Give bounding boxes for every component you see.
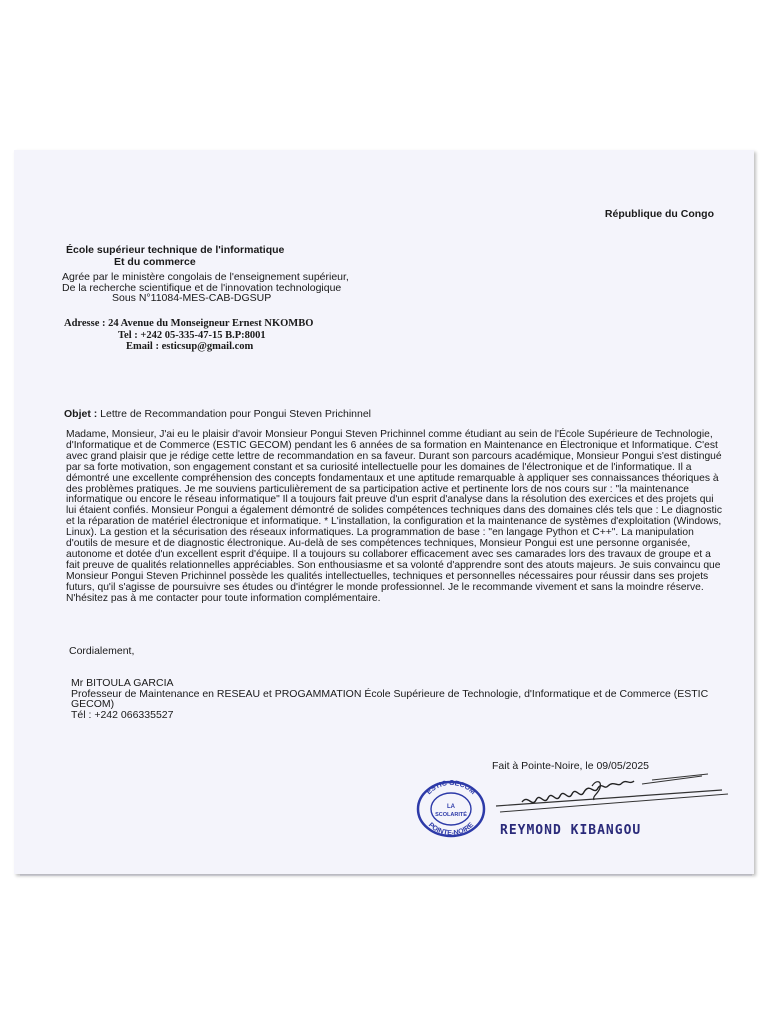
stamp-center-line2: SCOLARITÉ bbox=[435, 812, 467, 818]
school-name-line1: École supérieur technique de l'informatique bbox=[66, 244, 285, 256]
school-address bbox=[64, 318, 313, 353]
accreditation-line2: De la recherche scientifique et de l'innovation technologique bbox=[62, 281, 342, 294]
email-line: Email : esticsup@gmail.com bbox=[126, 341, 254, 352]
address-line: Adresse : 24 Avenue du Monseigneur Ernest NKOMBO bbox=[64, 318, 314, 329]
stamp-text-top: ESTIC GECOM bbox=[425, 779, 477, 797]
signer-name: REYMOND KIBANGOU bbox=[500, 823, 642, 838]
stamp-center-line1: LA bbox=[447, 804, 455, 810]
official-stamp bbox=[414, 778, 488, 838]
accreditation-line1: Agrée par le ministère congolais de l'enseignement supérieur, bbox=[62, 271, 349, 283]
handwritten-signature bbox=[492, 772, 732, 820]
accreditation-line3: Sous N°11084-MES-CAB-DGSUP bbox=[112, 292, 272, 304]
letter-page bbox=[14, 150, 754, 874]
subject-label: Objet : bbox=[64, 408, 98, 420]
subject-line bbox=[64, 408, 371, 420]
phone-line: Tel : +242 05-335-47-15 B.P:8001 bbox=[118, 329, 266, 341]
place-date: Fait à Pointe-Noire, le 09/05/2025 bbox=[492, 760, 650, 772]
school-name bbox=[66, 244, 284, 268]
republic-header: République du Congo bbox=[604, 208, 714, 220]
subject-text: Lettre de Recommandation pour Pongui Steven Prichinnel bbox=[100, 408, 372, 420]
letter-body: Madame, Monsieur, J'ai eu le plaisir d'avoir Monsieur Pongui Steven Prichinnel comme étudiant au sein de l'École Supérieure de Technologie, d'Informatique et de Commerce (ESTIC GECOM) pendant les 6 années de sa formation en Maintenance en Électronique et Informatique. C'est avec grand plaisir que je rédige cette lettre de recommandation en sa faveur. Durant son parcours académique, Monsieur Pongui s'est distingué par sa forte motivation, son engagement constant et sa curiosité intellectuelle pour les domaines de l'électronique et de l'informatique. Il a démontré une excellente compréhension des concepts fondamentaux et une aptitude remarquable à appliquer ses connaissances théoriques à des problèmes pratiques. Je me souviens particulièrement de sa participation active et pertinente lors de nos cours sur : "la maintenance informatique ou encore le réseau informatique" Il a toujours fait preuve d'un esprit d'analyse dans la résolution des exercices et des projets qui lui étaient confiés. Monsieur Pongui a également démontré de solides compétences techniques dans des domaines clés tels que : Le diagnostic et la réparation de matériel électronique et informatique. * L'installation, la configuration et la maintenance de systèmes d'exploitation (Windows, Linux). La gestion et la sécurisation des réseaux informatiques. La programmation de base : "en langage Python et C++". La manipulation d'outils de mesure et de diagnostic électronique. Au-delà de ses compétences techniques, Monsieur Pongui est une personne organisée, autonome et dotée d'un excellent esprit d'équipe. Il a toujours su collaborer efficacement avec ses camarades lors des travaux de groupe et a fait preuve de qualités relationnelles appréciables. Son enthousiasme et sa volonté d'apprendre sont des atouts majeurs. Je suis convaincu que Monsieur Pongui Steven Prichinnel possède les qualités intellectuelles, techniques et personnelles nécessaires pour réussir dans ses projets futurs, qu'il s'agisse de poursuivre ses études ou d'intégrer le monde professionnel. Je le recommande vivement et sans la moindre réserve. N'hésitez pas à me contacter pour toute information complémentaire. bbox=[66, 429, 722, 604]
author-title: Professeur de Maintenance en RESEAU et PROGAMMATION École Supérieure de Technologie, d'Informatique et de Commerce (ESTIC GECOM) bbox=[71, 687, 709, 710]
stamp-text-bottom: POINTE-NOIRE bbox=[426, 821, 476, 838]
author-phone: Tél : +242 066335527 bbox=[71, 708, 174, 721]
author-block bbox=[71, 678, 721, 720]
school-name-line2: Et du commerce bbox=[114, 256, 196, 268]
closing: Cordialement, bbox=[69, 645, 135, 657]
accreditation bbox=[62, 272, 349, 304]
author-name: Mr BITOULA GARCIA bbox=[71, 677, 174, 689]
